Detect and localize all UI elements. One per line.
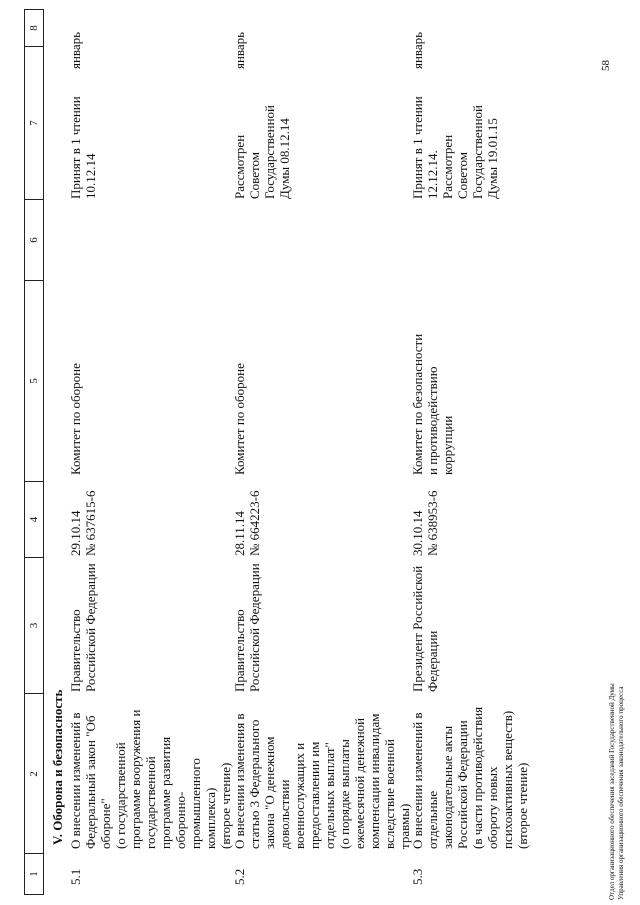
initiator: Президент Российской Федерации: [410, 565, 440, 692]
bill-title: О внесении изменения в статью 3 Федерального закона "О денежном довольствии военнослужащих и предоставлении им отдельных выплат" (о порядке выплаты ежемесячной денежной компенсации инвалидам вследствие военной травмы): [232, 713, 412, 849]
column-header-1: 1: [24, 853, 44, 895]
footer-directorate: Управления организационного обеспечения законодательного процесса: [617, 686, 625, 900]
row-number: 5.2: [232, 868, 247, 885]
column-header-8: 8: [24, 9, 44, 46]
bill-date: 30.10.14: [410, 510, 425, 556]
month: январь: [68, 31, 83, 69]
column-header-4: 4: [24, 481, 44, 557]
bill-title: О внесении изменений в отдельные законодательные акты Российской Федерации (в части противодействия обороту новых психоактивных веществ) (второе чтение): [410, 706, 530, 849]
status: Принят в 1 чтении 10.12.14: [68, 96, 98, 199]
column-header-5: 5: [24, 280, 44, 481]
committee: Комитет по обороне: [68, 363, 83, 475]
initiator: Правительство Российской Федерации: [232, 563, 262, 692]
row-number: 5.1: [68, 868, 83, 885]
bill-date: 29.10.14: [68, 510, 83, 556]
status: Принят в 1 чтении 12.12.14. Рассмотрен Советом Государственной Думы 19.01.15: [410, 96, 500, 199]
row-number: 5.3: [410, 868, 425, 885]
committee: Комитет по безопасности и противодействию коррупции: [410, 333, 455, 475]
column-header-2: 2: [24, 693, 44, 854]
status: Рассмотрен Советом Государственной Думы 08.12.14: [232, 104, 292, 199]
bill-date: 28.11.14: [232, 510, 247, 556]
bill-number: № 638953-6: [425, 490, 440, 556]
committee: Комитет по обороне: [232, 363, 247, 475]
column-header-7: 7: [24, 46, 44, 199]
column-header-6: 6: [24, 199, 44, 280]
bill-number: № 637615-6: [83, 490, 98, 556]
bill-number: № 664223-6: [247, 490, 262, 556]
month: январь: [410, 31, 425, 69]
month: январь: [232, 31, 247, 69]
page-number: 58: [600, 60, 612, 71]
initiator: Правительство Российской Федерации: [68, 563, 98, 692]
column-header-3: 3: [24, 557, 44, 693]
footer-department: Отдел организационного обеспечения заседаний Государственной Думы: [608, 683, 616, 900]
section-title: V. Оборона и безопасность: [50, 689, 65, 845]
bill-title: О внесении изменений в Федеральный закон "Об обороне" (о государственной программе вооружения и государственной программе развития оборонно- промышленного комплекса) (второе чтение): [68, 709, 233, 849]
